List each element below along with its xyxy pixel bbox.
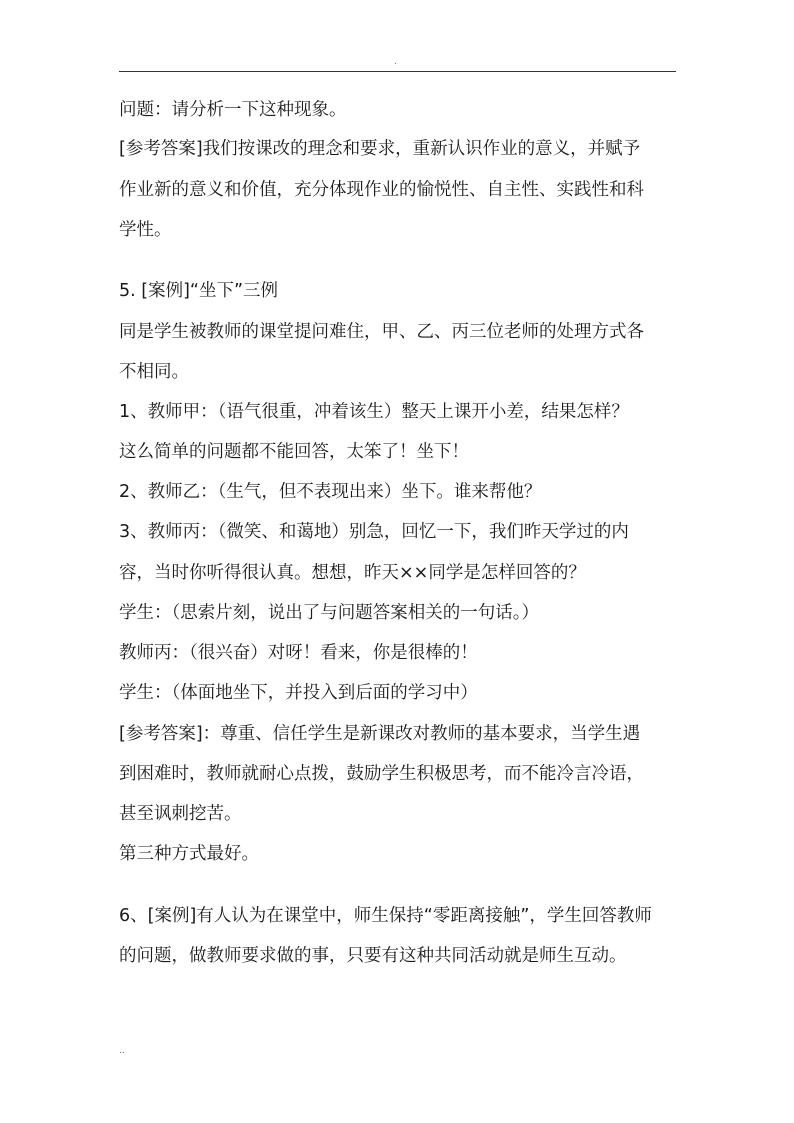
text-line: [参考答案]：尊重、信任学生是新课改对教师的基本要求，当学生遇 (119, 724, 641, 744)
text-line: 问题：请分析一下这种现象。 (119, 100, 347, 120)
text-line: 第三种方式最好。 (119, 844, 259, 864)
text-line: 容，当时你听得很认真。想想，昨天××同学是怎样回答的？ (119, 563, 586, 583)
text-line: 甚至讽刺挖苦。 (119, 804, 242, 824)
footer-mark: .. (119, 1046, 125, 1056)
text-line: 2、教师乙：（生气，但不表现出来）坐下。谁来帮他？ (119, 482, 542, 502)
header-rule (119, 71, 676, 72)
text-line: 5. [案例]“坐下”三例 (119, 281, 279, 301)
text-line: 教师丙：（很兴奋）对呀！看来，你是很棒的！ (119, 643, 478, 663)
text-line: 不相同。 (119, 362, 189, 382)
text-line: 3、教师丙：（微笑、和蔼地）别急，回忆一下，我们昨天学过的内 (119, 522, 629, 542)
text-line: 6、[案例]有人认为在课堂中，师生保持“零距离接触”，学生回答教师 (119, 906, 652, 926)
text-line: 学生：（体面地坐下，并投入到后面的学习中） (119, 683, 478, 703)
text-line: 学性。 (119, 220, 172, 240)
text-line: 的问题，做教师要求做的事，只要有这种共同活动就是师生互动。 (119, 946, 627, 966)
text-line: 到困难时，教师就耐心点拨，鼓励学生积极思考，而不能冷言冷语， (119, 764, 644, 784)
header-mark: . (394, 57, 397, 67)
text-line: 这么简单的问题都不能回答，太笨了！坐下！ (119, 442, 469, 462)
text-line: 学生：（思索片刻，说出了与问题答案相关的一句话。） (119, 603, 539, 623)
text-line: 1、教师甲：（语气很重，冲着该生）整天上课开小差，结果怎样？ (119, 402, 629, 422)
text-line: [参考答案]我们按课改的理念和要求，重新认识作业的意义，并赋予 (119, 139, 641, 159)
text-line: 作业新的意义和价值，充分体现作业的愉悦性、自主性、实践性和科 (119, 180, 644, 200)
text-line: 同是学生被教师的课堂提问难住，甲、乙、丙三位老师的处理方式各 (119, 322, 644, 342)
